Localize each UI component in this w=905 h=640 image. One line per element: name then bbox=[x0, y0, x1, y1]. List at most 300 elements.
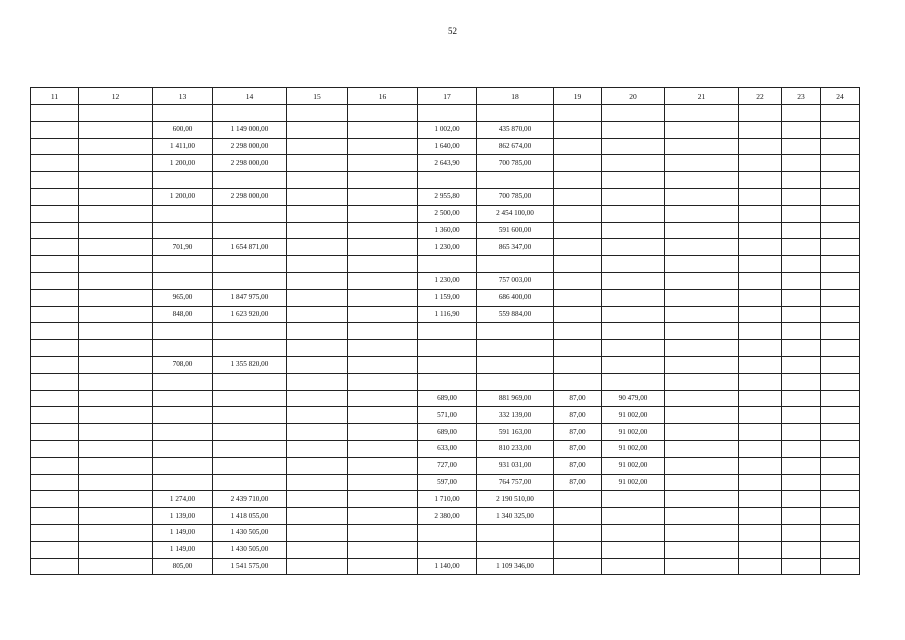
table-cell bbox=[79, 491, 153, 508]
table-cell bbox=[782, 424, 821, 441]
table-cell bbox=[31, 558, 79, 575]
table-cell bbox=[31, 205, 79, 222]
table-cell: 2 298 000,00 bbox=[213, 138, 287, 155]
table-cell bbox=[782, 558, 821, 575]
table-cell bbox=[79, 289, 153, 306]
table-cell: 1 200,00 bbox=[153, 188, 213, 205]
table-cell bbox=[739, 121, 782, 138]
table-cell bbox=[213, 474, 287, 491]
table-cell bbox=[665, 138, 739, 155]
table-cell bbox=[153, 172, 213, 189]
table-cell bbox=[348, 289, 418, 306]
table-cell bbox=[348, 205, 418, 222]
table-cell bbox=[602, 239, 665, 256]
table-row bbox=[31, 256, 860, 273]
table-cell bbox=[79, 541, 153, 558]
table-cell bbox=[287, 457, 348, 474]
table-cell bbox=[821, 340, 860, 357]
table-cell bbox=[782, 474, 821, 491]
table-cell: 1 274,00 bbox=[153, 491, 213, 508]
table-cell bbox=[782, 340, 821, 357]
table-cell bbox=[213, 457, 287, 474]
table-cell bbox=[665, 491, 739, 508]
table-row bbox=[31, 508, 860, 525]
table-cell bbox=[79, 424, 153, 441]
table-cell bbox=[554, 105, 602, 122]
table-cell bbox=[821, 524, 860, 541]
table-cell bbox=[153, 323, 213, 340]
table-cell: 701,90 bbox=[153, 239, 213, 256]
table-cell: 597,00 bbox=[418, 474, 477, 491]
table-cell: 1 640,00 bbox=[418, 138, 477, 155]
table-cell: 87,00 bbox=[554, 407, 602, 424]
table-cell bbox=[665, 541, 739, 558]
table-cell bbox=[782, 306, 821, 323]
header-row bbox=[31, 88, 860, 105]
table-cell bbox=[739, 440, 782, 457]
table-cell bbox=[287, 222, 348, 239]
table-cell bbox=[821, 155, 860, 172]
table-cell bbox=[821, 239, 860, 256]
table-cell bbox=[418, 524, 477, 541]
table-cell bbox=[782, 239, 821, 256]
table-cell bbox=[665, 390, 739, 407]
table-cell bbox=[31, 105, 79, 122]
table-row bbox=[31, 222, 860, 239]
table-cell: 1 149,00 bbox=[153, 541, 213, 558]
table-cell bbox=[348, 558, 418, 575]
table-cell bbox=[554, 256, 602, 273]
table-cell bbox=[554, 491, 602, 508]
table-cell: 708,00 bbox=[153, 356, 213, 373]
table-cell bbox=[213, 256, 287, 273]
table-row bbox=[31, 407, 860, 424]
table-cell bbox=[739, 491, 782, 508]
table-cell: 1 140,00 bbox=[418, 558, 477, 575]
table-cell bbox=[153, 440, 213, 457]
table-header bbox=[31, 88, 860, 105]
table-cell bbox=[287, 105, 348, 122]
table-cell bbox=[31, 138, 79, 155]
table-cell bbox=[821, 474, 860, 491]
table-cell bbox=[31, 407, 79, 424]
table-cell bbox=[153, 340, 213, 357]
table-cell bbox=[821, 222, 860, 239]
table-cell bbox=[348, 121, 418, 138]
table-cell bbox=[153, 474, 213, 491]
table-cell bbox=[602, 155, 665, 172]
table-cell bbox=[213, 323, 287, 340]
table-cell: 91 002,00 bbox=[602, 407, 665, 424]
table-cell bbox=[79, 155, 153, 172]
table-cell bbox=[31, 373, 79, 390]
table-cell bbox=[348, 524, 418, 541]
table-cell: 1 623 920,00 bbox=[213, 306, 287, 323]
table-cell bbox=[665, 205, 739, 222]
table-cell: 2 500,00 bbox=[418, 205, 477, 222]
table-cell bbox=[554, 138, 602, 155]
table-cell bbox=[79, 558, 153, 575]
table-cell: 1 360,00 bbox=[418, 222, 477, 239]
table-cell: 865 347,00 bbox=[477, 239, 554, 256]
table-cell bbox=[782, 172, 821, 189]
table-cell: 591 600,00 bbox=[477, 222, 554, 239]
table-cell: 965,00 bbox=[153, 289, 213, 306]
table-cell bbox=[782, 541, 821, 558]
table-cell bbox=[665, 222, 739, 239]
table-cell bbox=[31, 121, 79, 138]
table-cell bbox=[477, 373, 554, 390]
table-cell bbox=[554, 121, 602, 138]
table-cell bbox=[79, 524, 153, 541]
table-cell bbox=[554, 524, 602, 541]
table-row bbox=[31, 306, 860, 323]
table-cell bbox=[782, 188, 821, 205]
table-cell bbox=[821, 323, 860, 340]
table-cell bbox=[287, 424, 348, 441]
table-cell: 87,00 bbox=[554, 390, 602, 407]
table-cell bbox=[739, 155, 782, 172]
table-cell bbox=[739, 373, 782, 390]
table-cell: 805,00 bbox=[153, 558, 213, 575]
table-cell bbox=[821, 356, 860, 373]
table-cell: 1 149,00 bbox=[153, 524, 213, 541]
table-cell bbox=[739, 356, 782, 373]
table-cell: 2 298 000,00 bbox=[213, 188, 287, 205]
table-cell: 91 002,00 bbox=[602, 440, 665, 457]
table-row bbox=[31, 272, 860, 289]
table-cell bbox=[31, 222, 79, 239]
table-cell bbox=[554, 508, 602, 525]
table-cell bbox=[602, 289, 665, 306]
table-cell bbox=[153, 390, 213, 407]
table-cell bbox=[782, 407, 821, 424]
table-cell bbox=[782, 138, 821, 155]
table-cell bbox=[739, 508, 782, 525]
table-cell: 848,00 bbox=[153, 306, 213, 323]
table-cell bbox=[602, 373, 665, 390]
table-cell: 810 233,00 bbox=[477, 440, 554, 457]
table-cell bbox=[782, 390, 821, 407]
table-cell: 591 163,00 bbox=[477, 424, 554, 441]
table-cell: 700 785,00 bbox=[477, 155, 554, 172]
table-cell bbox=[821, 188, 860, 205]
table-row bbox=[31, 356, 860, 373]
table-cell bbox=[782, 373, 821, 390]
table-cell bbox=[213, 440, 287, 457]
table-cell: 332 139,00 bbox=[477, 407, 554, 424]
table-cell bbox=[31, 272, 79, 289]
table-cell bbox=[31, 457, 79, 474]
table-cell bbox=[287, 558, 348, 575]
table-cell bbox=[665, 105, 739, 122]
table-cell bbox=[31, 172, 79, 189]
table-cell bbox=[79, 121, 153, 138]
table-cell bbox=[287, 205, 348, 222]
table-cell bbox=[821, 256, 860, 273]
table-cell bbox=[153, 373, 213, 390]
table-cell bbox=[739, 222, 782, 239]
table-cell bbox=[665, 188, 739, 205]
table-cell bbox=[665, 340, 739, 357]
table-cell: 931 031,00 bbox=[477, 457, 554, 474]
table-cell bbox=[31, 524, 79, 541]
table-cell bbox=[739, 340, 782, 357]
column-header: 20 bbox=[602, 88, 665, 105]
table-cell bbox=[153, 272, 213, 289]
table-cell: 571,00 bbox=[418, 407, 477, 424]
table-cell bbox=[554, 541, 602, 558]
table-cell bbox=[31, 289, 79, 306]
table-cell bbox=[287, 272, 348, 289]
table-row bbox=[31, 524, 860, 541]
table-cell bbox=[418, 256, 477, 273]
table-cell bbox=[665, 239, 739, 256]
table-cell bbox=[665, 172, 739, 189]
table-cell bbox=[821, 558, 860, 575]
table-cell bbox=[739, 306, 782, 323]
table-cell: 1 159,00 bbox=[418, 289, 477, 306]
table-cell bbox=[287, 373, 348, 390]
table-cell bbox=[31, 491, 79, 508]
table-cell bbox=[821, 121, 860, 138]
table-cell bbox=[782, 121, 821, 138]
table-cell bbox=[739, 558, 782, 575]
table-cell bbox=[153, 256, 213, 273]
table-cell bbox=[665, 407, 739, 424]
table-cell: 1 116,90 bbox=[418, 306, 477, 323]
table-cell bbox=[287, 508, 348, 525]
table-cell bbox=[665, 356, 739, 373]
table-cell bbox=[782, 205, 821, 222]
table-cell: 2 380,00 bbox=[418, 508, 477, 525]
table-cell bbox=[665, 256, 739, 273]
table-cell bbox=[554, 272, 602, 289]
table-cell bbox=[287, 340, 348, 357]
table-cell bbox=[287, 306, 348, 323]
table-cell bbox=[213, 205, 287, 222]
table-cell: 87,00 bbox=[554, 474, 602, 491]
table-cell: 689,00 bbox=[418, 390, 477, 407]
column-header: 13 bbox=[153, 88, 213, 105]
table-row bbox=[31, 373, 860, 390]
table-cell bbox=[153, 424, 213, 441]
table-cell bbox=[348, 474, 418, 491]
table-cell bbox=[821, 306, 860, 323]
table-cell bbox=[348, 172, 418, 189]
table-cell bbox=[418, 105, 477, 122]
column-header: 23 bbox=[782, 88, 821, 105]
column-header: 22 bbox=[739, 88, 782, 105]
table-cell bbox=[31, 541, 79, 558]
table-cell bbox=[602, 256, 665, 273]
table-cell: 1 541 575,00 bbox=[213, 558, 287, 575]
table-cell bbox=[213, 105, 287, 122]
table-cell bbox=[348, 373, 418, 390]
table-cell: 1 149 000,00 bbox=[213, 121, 287, 138]
table-cell bbox=[782, 524, 821, 541]
table-row bbox=[31, 239, 860, 256]
table-cell bbox=[602, 306, 665, 323]
table-cell: 91 002,00 bbox=[602, 424, 665, 441]
table-cell bbox=[782, 356, 821, 373]
table-cell bbox=[31, 424, 79, 441]
table-cell bbox=[739, 239, 782, 256]
table-cell bbox=[477, 524, 554, 541]
table-cell: 727,00 bbox=[418, 457, 477, 474]
table-cell bbox=[213, 272, 287, 289]
table-cell bbox=[348, 390, 418, 407]
table-cell bbox=[79, 407, 153, 424]
table-cell bbox=[31, 256, 79, 273]
table-cell bbox=[418, 373, 477, 390]
table-cell bbox=[287, 289, 348, 306]
table-cell bbox=[477, 105, 554, 122]
table-cell bbox=[213, 390, 287, 407]
table-cell bbox=[153, 407, 213, 424]
table-cell bbox=[554, 289, 602, 306]
table-cell bbox=[348, 222, 418, 239]
table-cell bbox=[153, 205, 213, 222]
table-cell bbox=[665, 558, 739, 575]
table-cell: 1 430 505,00 bbox=[213, 541, 287, 558]
page-number: 52 bbox=[448, 26, 457, 36]
table-cell: 1 710,00 bbox=[418, 491, 477, 508]
table-cell bbox=[602, 356, 665, 373]
table-cell bbox=[287, 356, 348, 373]
table-cell: 764 757,00 bbox=[477, 474, 554, 491]
table-cell bbox=[739, 407, 782, 424]
table-cell bbox=[602, 524, 665, 541]
table-cell: 2 190 510,00 bbox=[477, 491, 554, 508]
table-cell: 559 884,00 bbox=[477, 306, 554, 323]
table-cell: 689,00 bbox=[418, 424, 477, 441]
table-row bbox=[31, 205, 860, 222]
table-cell bbox=[821, 491, 860, 508]
table-cell bbox=[821, 541, 860, 558]
table-cell bbox=[739, 474, 782, 491]
table-cell: 600,00 bbox=[153, 121, 213, 138]
table-cell bbox=[665, 121, 739, 138]
table-cell bbox=[821, 424, 860, 441]
table-cell: 1 200,00 bbox=[153, 155, 213, 172]
table-cell bbox=[665, 306, 739, 323]
table-cell bbox=[287, 172, 348, 189]
table-cell bbox=[739, 457, 782, 474]
table-cell bbox=[554, 558, 602, 575]
table-cell bbox=[31, 508, 79, 525]
table-cell bbox=[477, 323, 554, 340]
table-cell: 2 955,80 bbox=[418, 188, 477, 205]
table-cell: 2 643,90 bbox=[418, 155, 477, 172]
table-cell: 1 418 055,00 bbox=[213, 508, 287, 525]
table-cell: 87,00 bbox=[554, 457, 602, 474]
table-cell bbox=[665, 457, 739, 474]
table-cell bbox=[348, 541, 418, 558]
table-cell bbox=[554, 340, 602, 357]
table-cell bbox=[602, 272, 665, 289]
table-cell bbox=[665, 155, 739, 172]
table-cell bbox=[782, 105, 821, 122]
table-cell bbox=[79, 172, 153, 189]
table-cell bbox=[821, 407, 860, 424]
table-cell bbox=[602, 121, 665, 138]
column-header: 14 bbox=[213, 88, 287, 105]
table-cell bbox=[348, 323, 418, 340]
table-cell bbox=[348, 440, 418, 457]
table-cell bbox=[782, 491, 821, 508]
table-cell bbox=[287, 138, 348, 155]
column-header: 24 bbox=[821, 88, 860, 105]
table-cell bbox=[418, 172, 477, 189]
table-cell bbox=[821, 440, 860, 457]
table-cell bbox=[554, 306, 602, 323]
table-cell bbox=[153, 222, 213, 239]
table-cell bbox=[739, 205, 782, 222]
table-cell bbox=[348, 508, 418, 525]
table-cell bbox=[554, 188, 602, 205]
table-cell bbox=[213, 222, 287, 239]
table-cell bbox=[348, 340, 418, 357]
table-cell bbox=[287, 474, 348, 491]
table-row bbox=[31, 172, 860, 189]
table-cell bbox=[665, 373, 739, 390]
table-cell bbox=[79, 222, 153, 239]
table-cell bbox=[821, 138, 860, 155]
table-cell bbox=[782, 457, 821, 474]
table-cell bbox=[287, 407, 348, 424]
table-row bbox=[31, 491, 860, 508]
table-cell bbox=[554, 323, 602, 340]
table-row bbox=[31, 424, 860, 441]
table-cell bbox=[213, 373, 287, 390]
table-cell bbox=[31, 155, 79, 172]
table-cell bbox=[213, 340, 287, 357]
table-row bbox=[31, 558, 860, 575]
table-cell bbox=[782, 289, 821, 306]
table-row bbox=[31, 340, 860, 357]
table-cell bbox=[665, 508, 739, 525]
table-cell bbox=[602, 323, 665, 340]
table-cell bbox=[348, 256, 418, 273]
table-cell bbox=[821, 172, 860, 189]
table-cell: 862 674,00 bbox=[477, 138, 554, 155]
table-cell: 2 298 000,00 bbox=[213, 155, 287, 172]
table-cell bbox=[153, 457, 213, 474]
table-cell: 1 002,00 bbox=[418, 121, 477, 138]
table-cell bbox=[665, 289, 739, 306]
table-cell bbox=[153, 105, 213, 122]
table-cell bbox=[31, 188, 79, 205]
table-cell bbox=[348, 272, 418, 289]
table-cell: 1 230,00 bbox=[418, 239, 477, 256]
table-cell bbox=[31, 440, 79, 457]
table-cell bbox=[79, 323, 153, 340]
column-header: 16 bbox=[348, 88, 418, 105]
table-cell: 1 230,00 bbox=[418, 272, 477, 289]
table-cell bbox=[79, 105, 153, 122]
table-cell bbox=[348, 155, 418, 172]
table-cell bbox=[79, 474, 153, 491]
table-row bbox=[31, 457, 860, 474]
table-cell bbox=[348, 407, 418, 424]
table-cell bbox=[79, 138, 153, 155]
table-cell bbox=[739, 172, 782, 189]
table-cell: 686 400,00 bbox=[477, 289, 554, 306]
table-cell bbox=[79, 508, 153, 525]
table-cell: 87,00 bbox=[554, 424, 602, 441]
table-cell bbox=[477, 172, 554, 189]
